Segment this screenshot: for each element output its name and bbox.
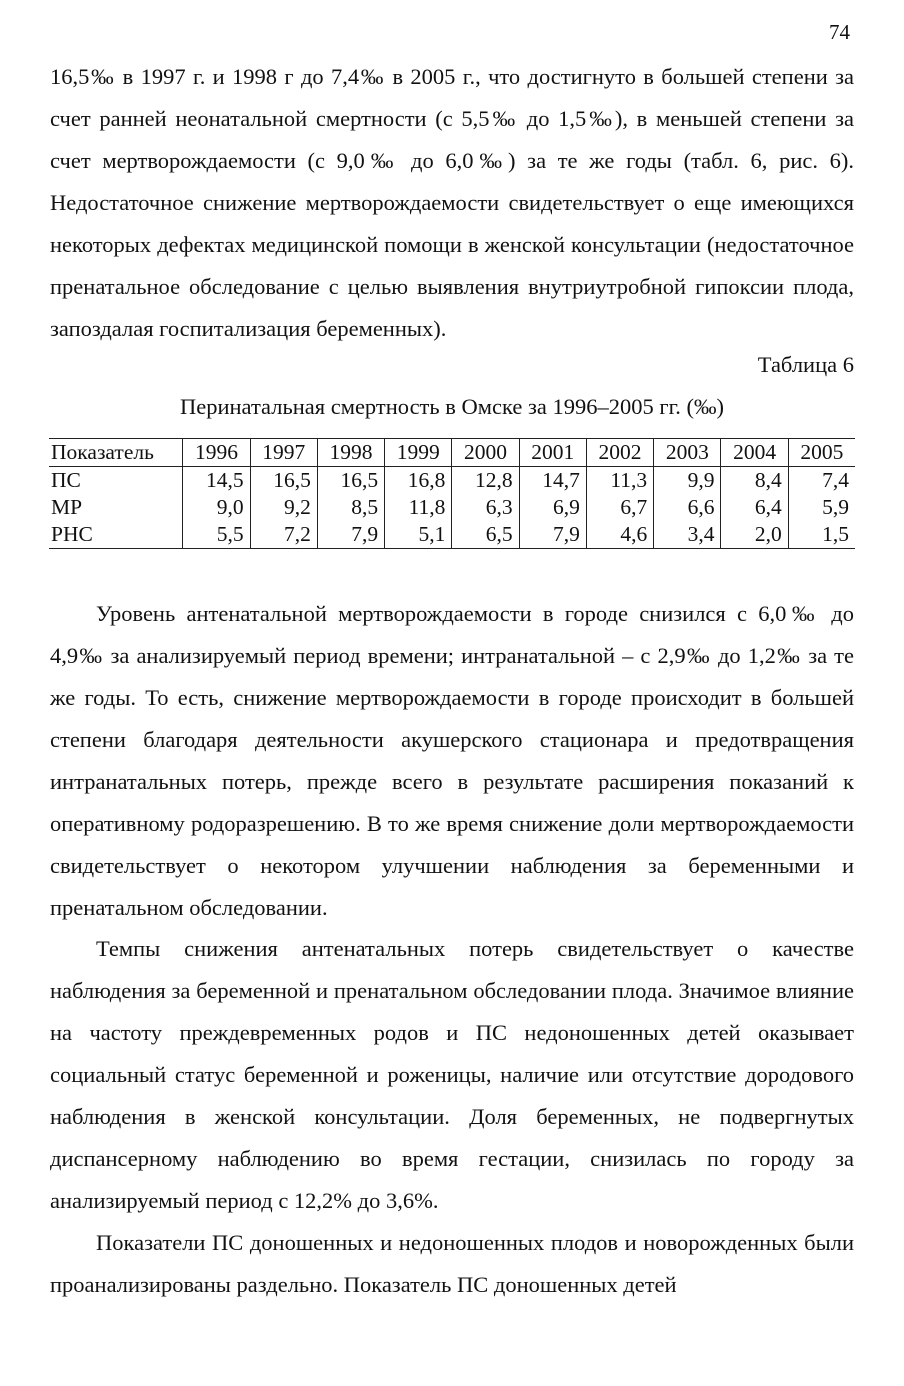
table-row-mr — [49, 494, 855, 521]
table-cell: 7,4 — [788, 467, 855, 495]
table-cell: 6,3 — [452, 494, 519, 521]
table-cell: 5,5 — [183, 521, 250, 549]
table-cell: 3,4 — [654, 521, 721, 549]
header-cell-year: 2001 — [519, 439, 586, 467]
paragraph-continued: 16,5‰ в 1997 г. и 1998 г до 7,4‰ в 2005 г., что достигнуто в большей степени за счет ранней неонатальной смертности (с 5,5‰ до 1,5‰), в меньшей степени за счет мертворождаемости (с 9,0‰ до 6,0‰) за те же годы (табл. 6, рис. 6). Недостаточное снижение мертворождаемости свидетельствует о еще имеющихся некоторых дефектах медицинской помощи в женской консультации (недостаточное пренатальное обследование с целью выявления внутриутробной гипоксии плода, запоздалая госпитализация беременных). — [50, 64, 854, 341]
table-row-ps — [49, 467, 855, 495]
row-label: РНС — [49, 521, 183, 549]
header-cell-year: 2002 — [586, 439, 653, 467]
header-cell-year: 1998 — [317, 439, 384, 467]
header-cell-year: 2003 — [654, 439, 721, 467]
paragraph-stillbirth: Уровень антенатальной мертворождаемости в городе снизился с 6,0‰ до 4,9‰ за анализируемый период времени; интранатальной – с 2,9‰ до 1,2‰ за те же годы. То есть, снижение мертворождаемости в городе происходит в большей степени благодаря деятельности акушерского стационара и предотвращения интранатальных потерь, прежде всего в результате расширения показаний к оперативному родоразрешению. В то же время снижение доли мертворождаемости свидетельствует о некотором улучшении наблюдения за беременными и пренатальном обследовании. — [50, 601, 854, 920]
table-cell: 6,5 — [452, 521, 519, 549]
perinatal-mortality-table — [49, 438, 855, 549]
paragraph-term-preterm: Показатели ПС доношенных и недоношенных плодов и новорожденных были проанализированы раздельно. Показатель ПС доношенных детей — [50, 1230, 854, 1297]
header-cell-year: 2004 — [721, 439, 788, 467]
table-cell: 16,8 — [385, 467, 452, 495]
table-cell: 14,7 — [519, 467, 586, 495]
table-row-rns — [49, 521, 855, 549]
table-cell: 6,9 — [519, 494, 586, 521]
header-cell-year: 1996 — [183, 439, 250, 467]
table-cell: 9,0 — [183, 494, 250, 521]
table-cell: 11,8 — [385, 494, 452, 521]
table-cell: 6,6 — [654, 494, 721, 521]
header-cell-year: 1999 — [385, 439, 452, 467]
table-cell: 9,2 — [250, 494, 317, 521]
table-cell: 5,1 — [385, 521, 452, 549]
table-cell: 8,4 — [721, 467, 788, 495]
table-cell: 16,5 — [317, 467, 384, 495]
row-label: МР — [51, 495, 83, 519]
row-label: ПС — [51, 468, 81, 492]
table-cell: 7,9 — [317, 521, 384, 549]
table-cell: 14,5 — [183, 467, 250, 495]
table-cell: 11,3 — [586, 467, 653, 495]
table-label: Таблица 6 — [757, 352, 854, 377]
table-cell: 2,0 — [721, 521, 788, 549]
header-cell-year: 2005 — [788, 439, 855, 467]
table-cell: 4,6 — [586, 521, 653, 549]
table-cell: 16,5 — [250, 467, 317, 495]
paragraph-antenatal: Темпы снижения антенатальных потерь свидетельствует о качестве наблюдения за беременной и пренатальном обследовании плода. Значимое влияние на частоту преждевременных родов и ПС недоношенных детей оказывает социальный статус беременной и роженицы, наличие или отсутствие дородового наблюдения в женской консультации. Доля беременных, не подвергнутых диспансерному наблюдению во время гестации, снизилась по городу за анализируемый период с 12,2% до 3,6%. — [50, 936, 854, 1213]
table-cell: 9,9 — [654, 467, 721, 495]
table-title: Перинатальная смертность в Омске за 1996–2005 гг. (‰) — [179, 394, 725, 419]
table-cell: 7,9 — [519, 521, 586, 549]
table-cell: 6,4 — [721, 494, 788, 521]
table-cell: 5,9 — [788, 494, 855, 521]
table-cell: 12,8 — [452, 467, 519, 495]
table-cell: 1,5 — [788, 521, 855, 549]
header-cell-indicator: Показатель — [49, 439, 183, 467]
page-number: 74 — [829, 20, 850, 44]
header-cell-year: 1997 — [250, 439, 317, 467]
table-cell: 8,5 — [317, 494, 384, 521]
table-header-row — [49, 439, 855, 467]
table-cell: 7,2 — [250, 521, 317, 549]
table-cell: 6,7 — [586, 494, 653, 521]
header-cell-year: 2000 — [452, 439, 519, 467]
